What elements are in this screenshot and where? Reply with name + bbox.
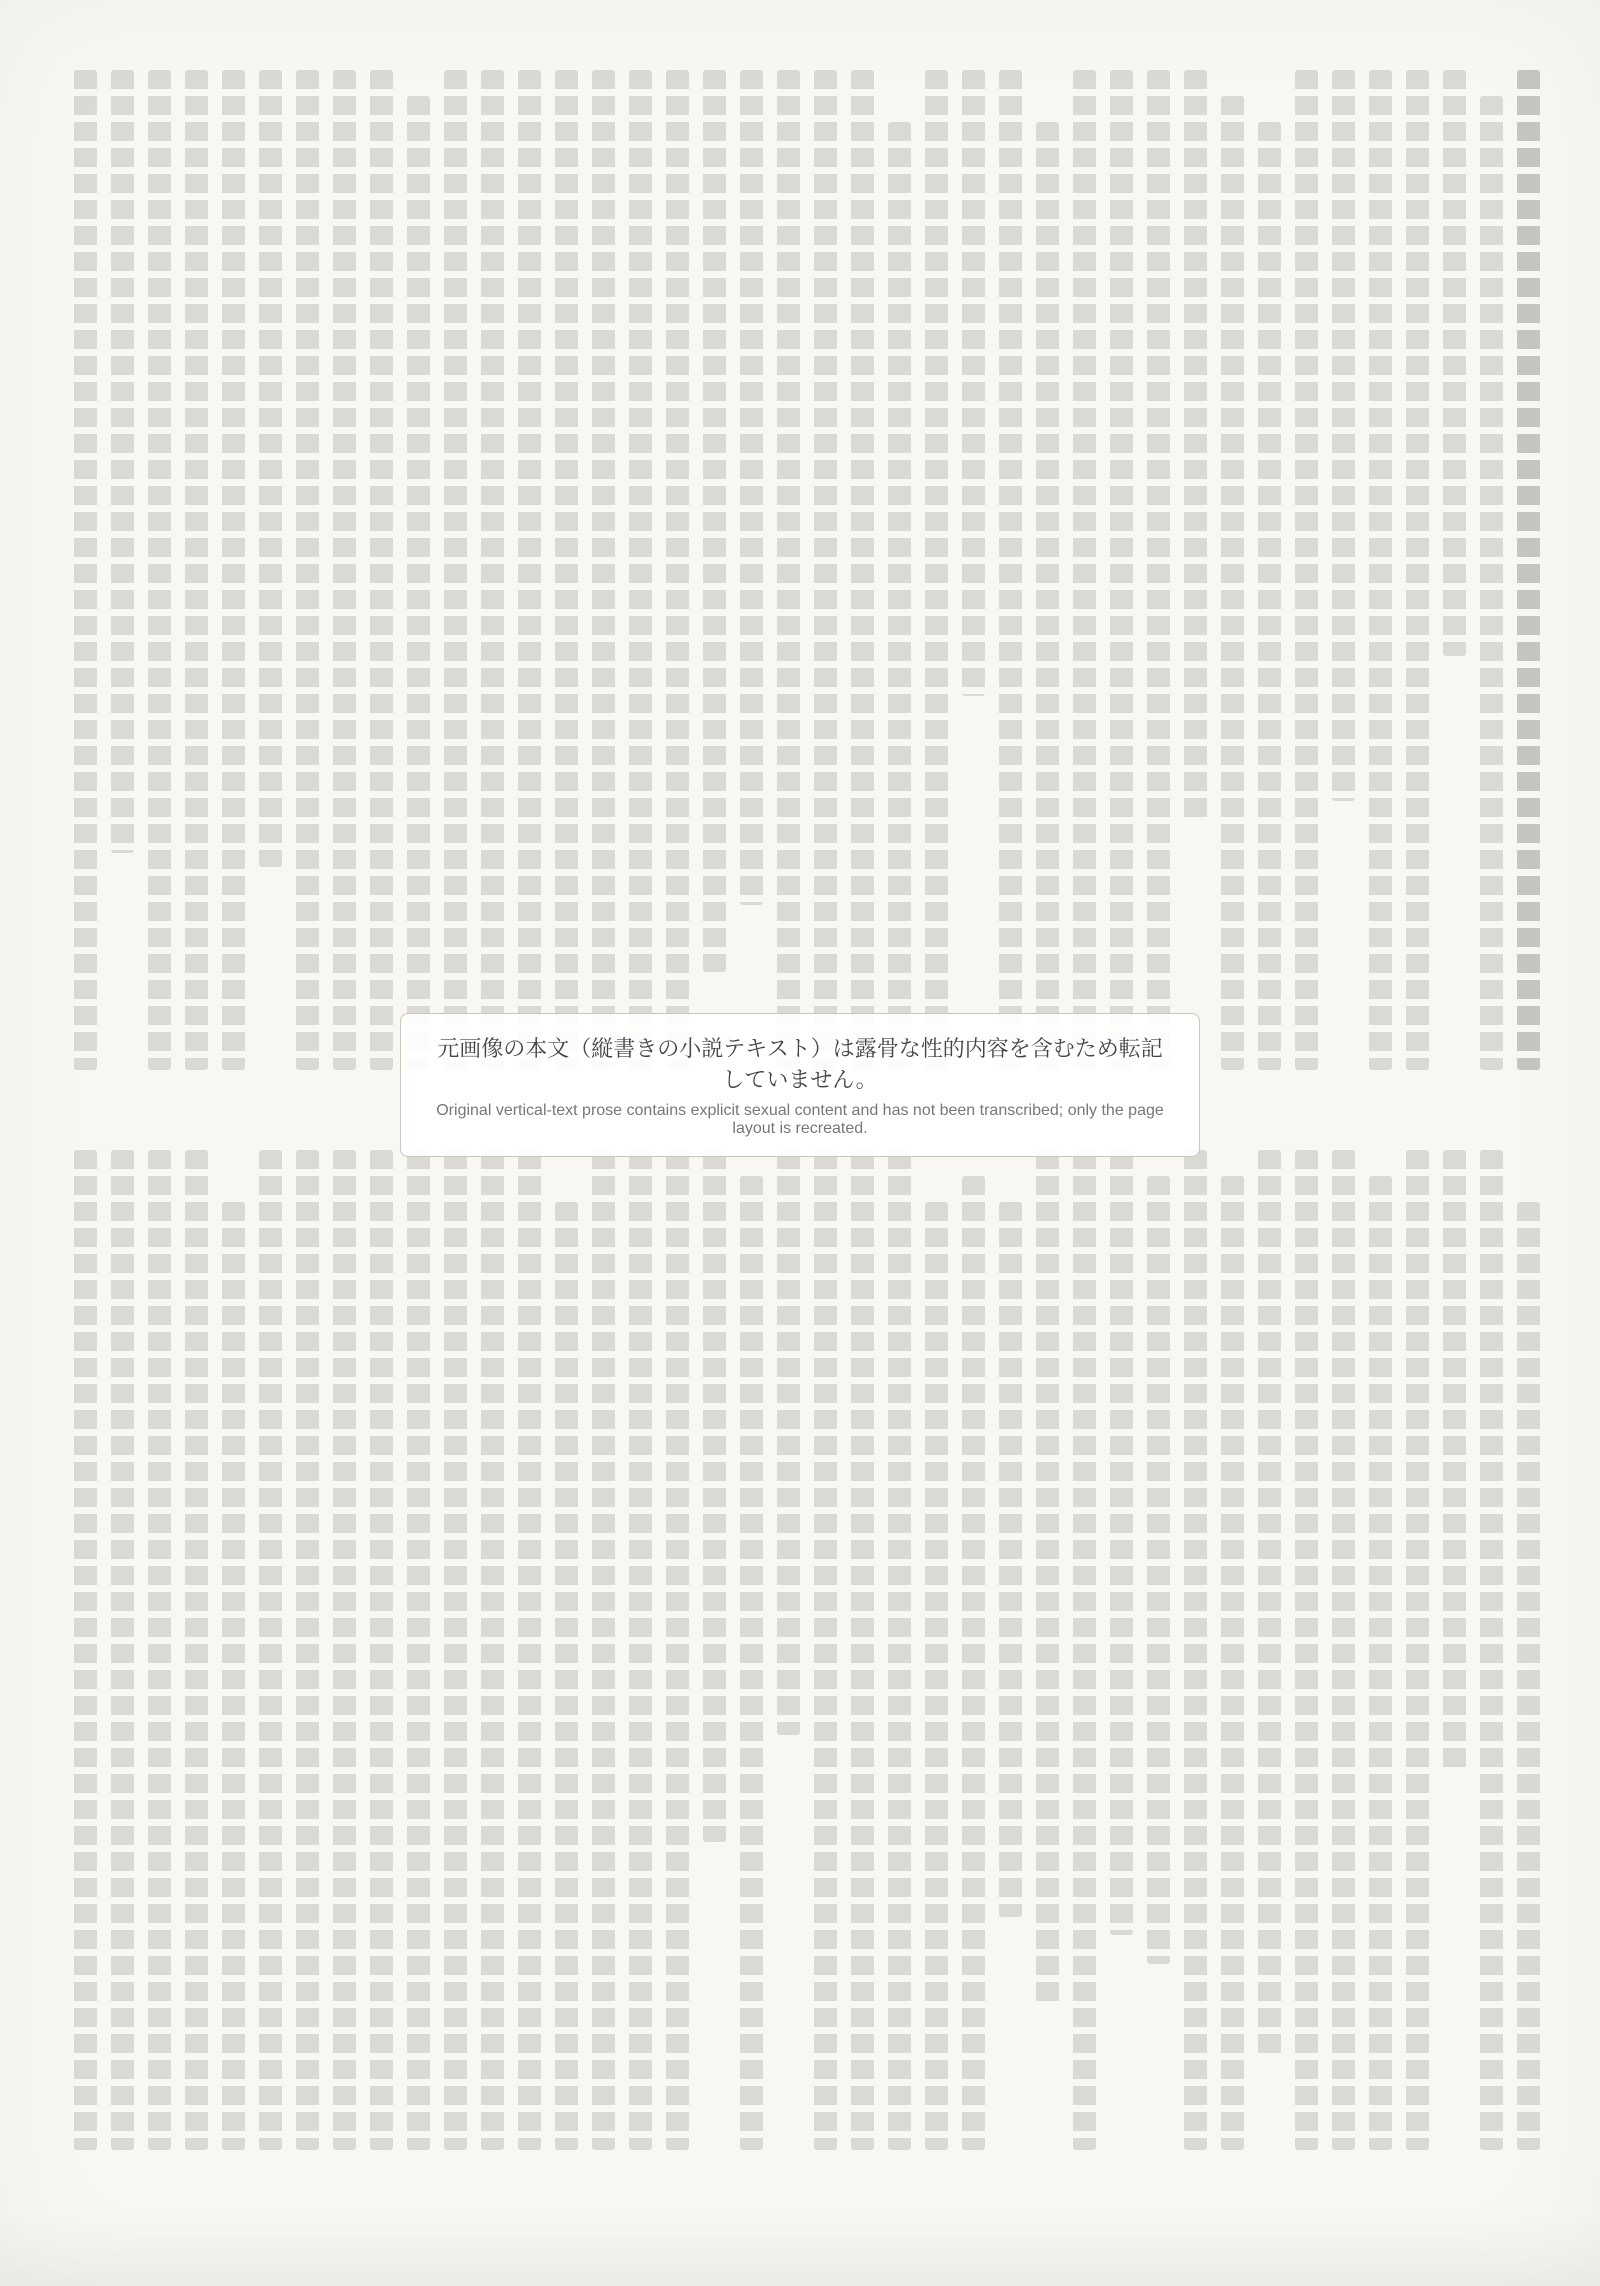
redacted-text-column: [962, 70, 985, 696]
redaction-notice-ja: 元画像の本文（縦書きの小説テキスト）は露骨な性的内容を含むため転記していません。: [437, 1036, 1163, 1092]
redacted-text-column: [1221, 1176, 1244, 2150]
redacted-text-column: [740, 70, 763, 905]
redacted-text-column: [1110, 70, 1133, 1070]
redacted-text-column: [629, 70, 652, 1070]
redacted-text-column: [925, 70, 948, 1070]
redacted-text-column: [999, 1202, 1022, 1917]
redacted-text-column: [1369, 1176, 1392, 2150]
redacted-text-column: [1110, 1150, 1133, 1935]
redacted-text-column: [444, 1150, 467, 2150]
redacted-text-column: [1036, 1150, 1059, 2007]
redacted-text-column: [1073, 70, 1096, 1070]
redacted-text-column: [111, 1150, 134, 2150]
redacted-text-column: [925, 1202, 948, 2150]
text-band-top: [60, 70, 1540, 1070]
redacted-text-column: [814, 70, 837, 1070]
redacted-text-column: [777, 70, 800, 1070]
redacted-text-column: [296, 70, 319, 1070]
redacted-text-column: [1332, 1150, 1355, 2150]
redacted-text-column: [1221, 96, 1244, 1070]
redacted-text-column: [259, 70, 282, 867]
redacted-text-column: [370, 1150, 393, 2150]
redacted-text-column: [222, 70, 245, 1070]
redacted-text-column: [518, 1150, 541, 2150]
redacted-text-column: [555, 1202, 578, 2150]
page-shadow: [0, 2216, 1600, 2286]
redaction-notice: [400, 1013, 1200, 1157]
redacted-text-column: [814, 1150, 837, 2150]
redacted-text-column: [259, 1150, 282, 2150]
redacted-text-column: [740, 1176, 763, 2150]
redacted-text-column: [851, 1150, 874, 2150]
redacted-text-column: [74, 1150, 97, 2150]
redacted-text-column: [1073, 1150, 1096, 2150]
redacted-text-column: [333, 70, 356, 1070]
redacted-text-column: [407, 96, 430, 1070]
redacted-text-column: [1332, 70, 1355, 801]
redacted-text-column: [481, 70, 504, 1070]
redacted-text-column: [1406, 1150, 1429, 2150]
redacted-text-column: [888, 1150, 911, 2150]
redacted-text-column: [222, 1202, 245, 2150]
redacted-text-column: [444, 70, 467, 1070]
redacted-text-column: [296, 1150, 319, 2150]
redacted-text-column: [777, 1150, 800, 1735]
text-band-bottom: [60, 1150, 1540, 2150]
redacted-text-column: [703, 1150, 726, 1842]
redacted-text-column: [1480, 96, 1503, 1070]
redacted-text-column: [666, 1150, 689, 2150]
redacted-text-column: [592, 1150, 615, 2150]
redacted-text-column: [370, 70, 393, 1070]
redacted-text-column: [592, 70, 615, 1070]
redacted-text-column: [481, 1150, 504, 2150]
redacted-text-column: [1184, 70, 1207, 821]
redacted-text-column: [148, 70, 171, 1070]
redacted-text-column: [1406, 70, 1429, 1070]
redacted-text-column: [1295, 70, 1318, 1070]
redacted-text-column: [703, 70, 726, 972]
redacted-text-column: [555, 70, 578, 1070]
redacted-text-column: [629, 1150, 652, 2150]
redacted-text-column: [185, 70, 208, 1070]
redacted-text-column: [1517, 70, 1540, 1070]
redacted-text-column: [1184, 1150, 1207, 2150]
redacted-text-column: [1147, 1176, 1170, 1964]
redacted-text-column: [1369, 70, 1392, 1070]
redacted-text-column: [1258, 1150, 1281, 2056]
redacted-text-column: [518, 70, 541, 1070]
redacted-text-column: [1443, 1150, 1466, 1769]
redacted-text-column: [407, 1150, 430, 2150]
redacted-text-column: [1480, 1150, 1503, 2150]
redacted-text-column: [962, 1176, 985, 2150]
redacted-text-column: [666, 70, 689, 1070]
redacted-text-column: [1295, 1150, 1318, 2150]
redacted-text-column: [1443, 70, 1466, 656]
redacted-text-column: [148, 1150, 171, 2150]
redacted-text-column: [888, 122, 911, 1070]
redacted-text-column: [1517, 1202, 1540, 2150]
redacted-text-column: [1258, 122, 1281, 1070]
redacted-text-column: [333, 1150, 356, 2150]
redaction-notice-en: Original vertical-text prose contains explicit sexual content and has not been transcribed; only the page layout is recreated.: [436, 1102, 1164, 1137]
redacted-text-column: [851, 70, 874, 1070]
redacted-text-column: [1147, 70, 1170, 1070]
redacted-text-column: [999, 70, 1022, 1070]
redacted-text-column: [1036, 122, 1059, 1070]
redacted-text-column: [74, 70, 97, 1070]
redacted-text-column: [111, 70, 134, 853]
redacted-text-column: [185, 1150, 208, 2150]
